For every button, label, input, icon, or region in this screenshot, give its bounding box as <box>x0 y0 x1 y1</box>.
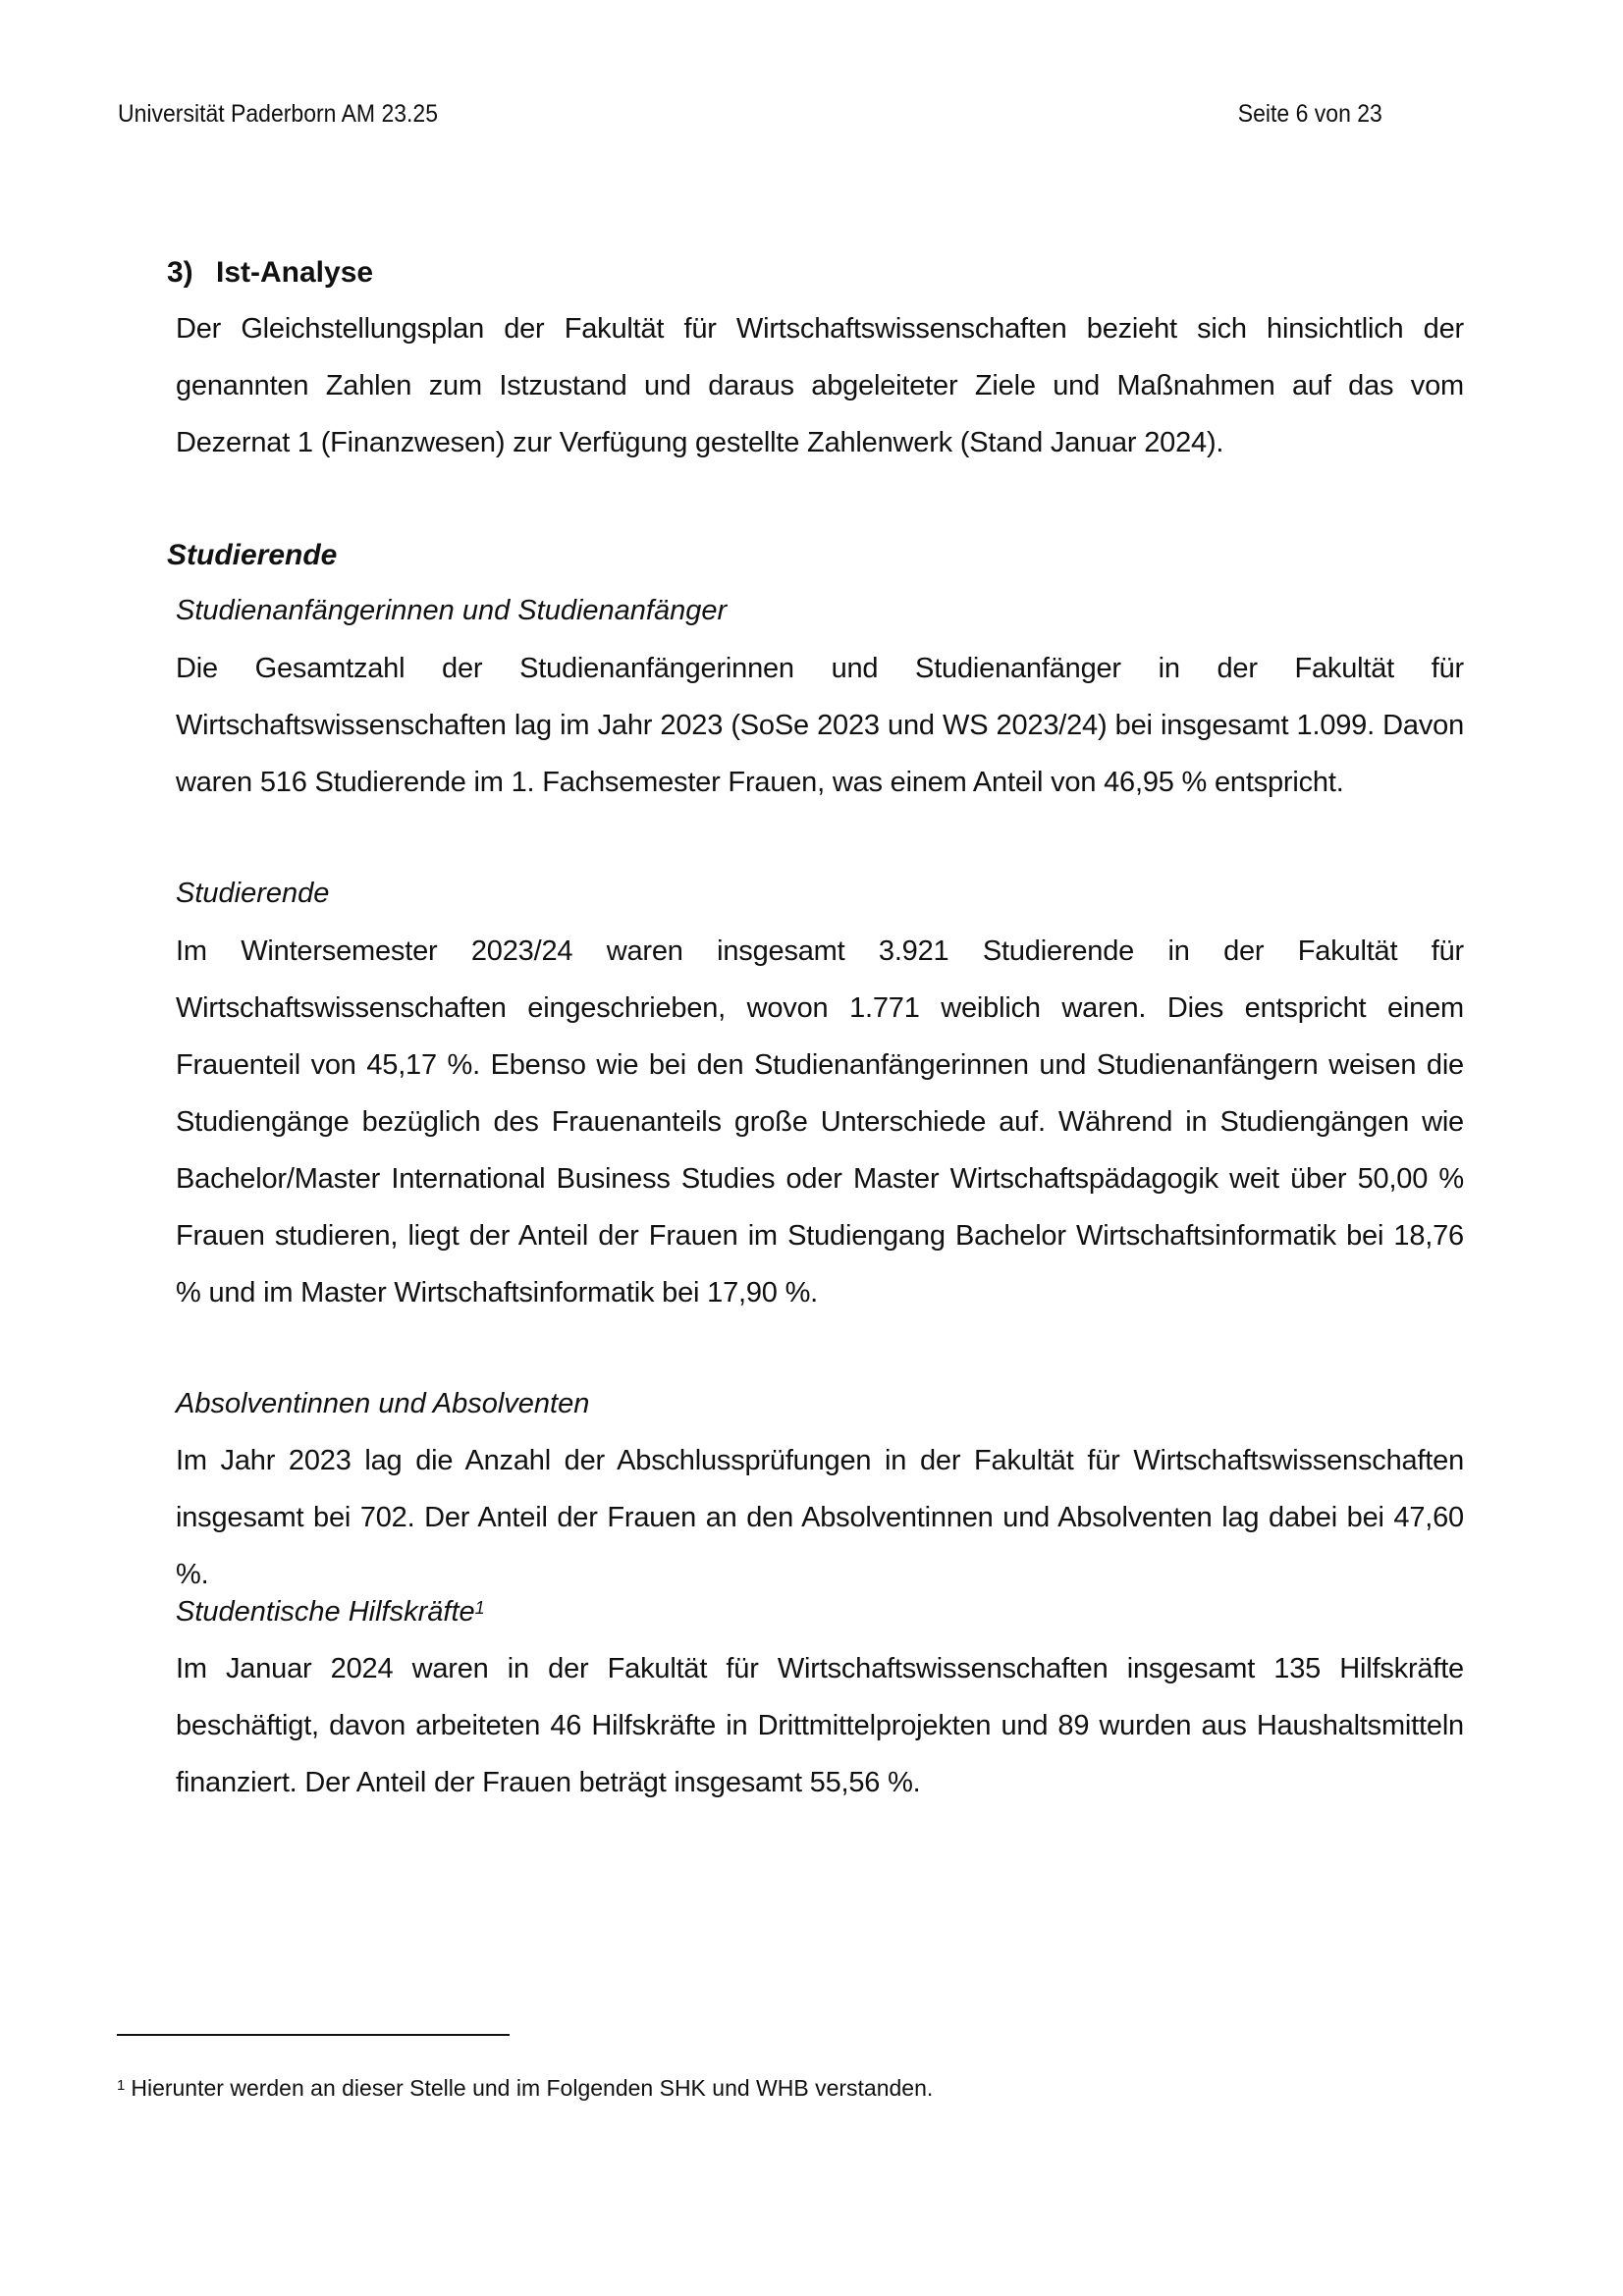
footnote-text: Hierunter werden an dieser Stelle und im Folgenden SHK und WHB verstanden. <box>131 2075 934 2101</box>
footnote-divider <box>117 2034 510 2036</box>
header-page-number: Seite 6 von 23 <box>1237 100 1382 128</box>
header-document-id: Universität Paderborn AM 23.25 <box>118 100 439 128</box>
anfaenger-paragraph: Die Gesamtzahl der Studienanfängerinnen und Studienanfänger in der Fakultät für Wirtschaftswissenschaften lag im Jahr 2023 (SoSe 2023 und WS 2023/24) bei insgesamt 1.099. Davon waren 516 Studierende im 1. Fachsemester Frauen, was einem Anteil von 46,95 % entspricht. <box>176 653 1464 798</box>
section-heading <box>167 253 373 293</box>
hilfskraefte-title: Studentische Hilfskräfte <box>176 1596 475 1628</box>
absolventen-subheading: Absolventinnen und Absolventen <box>176 1388 590 1419</box>
hilfskraefte-paragraph: Im Januar 2024 waren in der Fakultät für Wirtschaftswissenschaften insgesamt 135 Hilfskräfte beschäftigt, davon arbeiteten 46 Hilfskräfte in Drittmittelprojekten und 89 wurden aus Haushaltsmitteln finanziert. Der Anteil der Frauen beträgt insgesamt 55,56 %. <box>176 1653 1464 1798</box>
section-title: Ist-Analyse <box>216 256 374 289</box>
anfaenger-subheading: Studienanfängerinnen und Studienanfänger <box>176 595 728 626</box>
section-number: 3) <box>167 256 193 289</box>
studierende-paragraph: Im Wintersemester 2023/24 waren insgesamt 3.921 Studierende in der Fakultät für Wirtschaftswissenschaften eingeschrieben, wovon 1.771 weiblich waren. Dies entspricht einem Frauenteil von 45,17 %. Ebenso wie bei den Studienanfängerinnen und Studienanfängern weisen die Studiengänge bezüglich des Frauenanteils große Unterschiede auf. Während in Studiengängen wie Bachelor/Master International Business Studies oder Master Wirtschaftspädagogik weit über 50,00 % Frauen studieren, liegt der Anteil der Frauen im Studiengang Bachelor Wirtschaftsinformatik bei 18,76 % und im Master Wirtschaftsinformatik bei 17,90 %. <box>176 935 1464 1308</box>
footnote-reference: 1 <box>474 1598 485 1618</box>
section-intro-paragraph: Der Gleichstellungsplan der Fakultät für Wirtschaftswissenschaften bezieht sich hinsichtlich der genannten Zahlen zum Istzustand und daraus abgeleiteter Ziele und Maßnahmen auf das vom Dezernat 1 (Finanzwesen) zur Verfügung gestellte Zahlenwerk (Stand Januar 2024). <box>176 313 1464 458</box>
studierende-subheading: Studierende <box>176 878 330 909</box>
footnote <box>117 2073 933 2103</box>
studierende-heading: Studierende <box>167 539 338 571</box>
hilfskraefte-subheading <box>176 1592 485 1631</box>
footnote-mark: 1 <box>117 2077 126 2094</box>
absolventen-paragraph: Im Jahr 2023 lag die Anzahl der Abschlussprüfungen in der Fakultät für Wirtschaftswissenschaften insgesamt bei 702. Der Anteil der Frauen an den Absolventinnen und Absolventen lag dabei bei 47,60 %. <box>176 1445 1464 1590</box>
